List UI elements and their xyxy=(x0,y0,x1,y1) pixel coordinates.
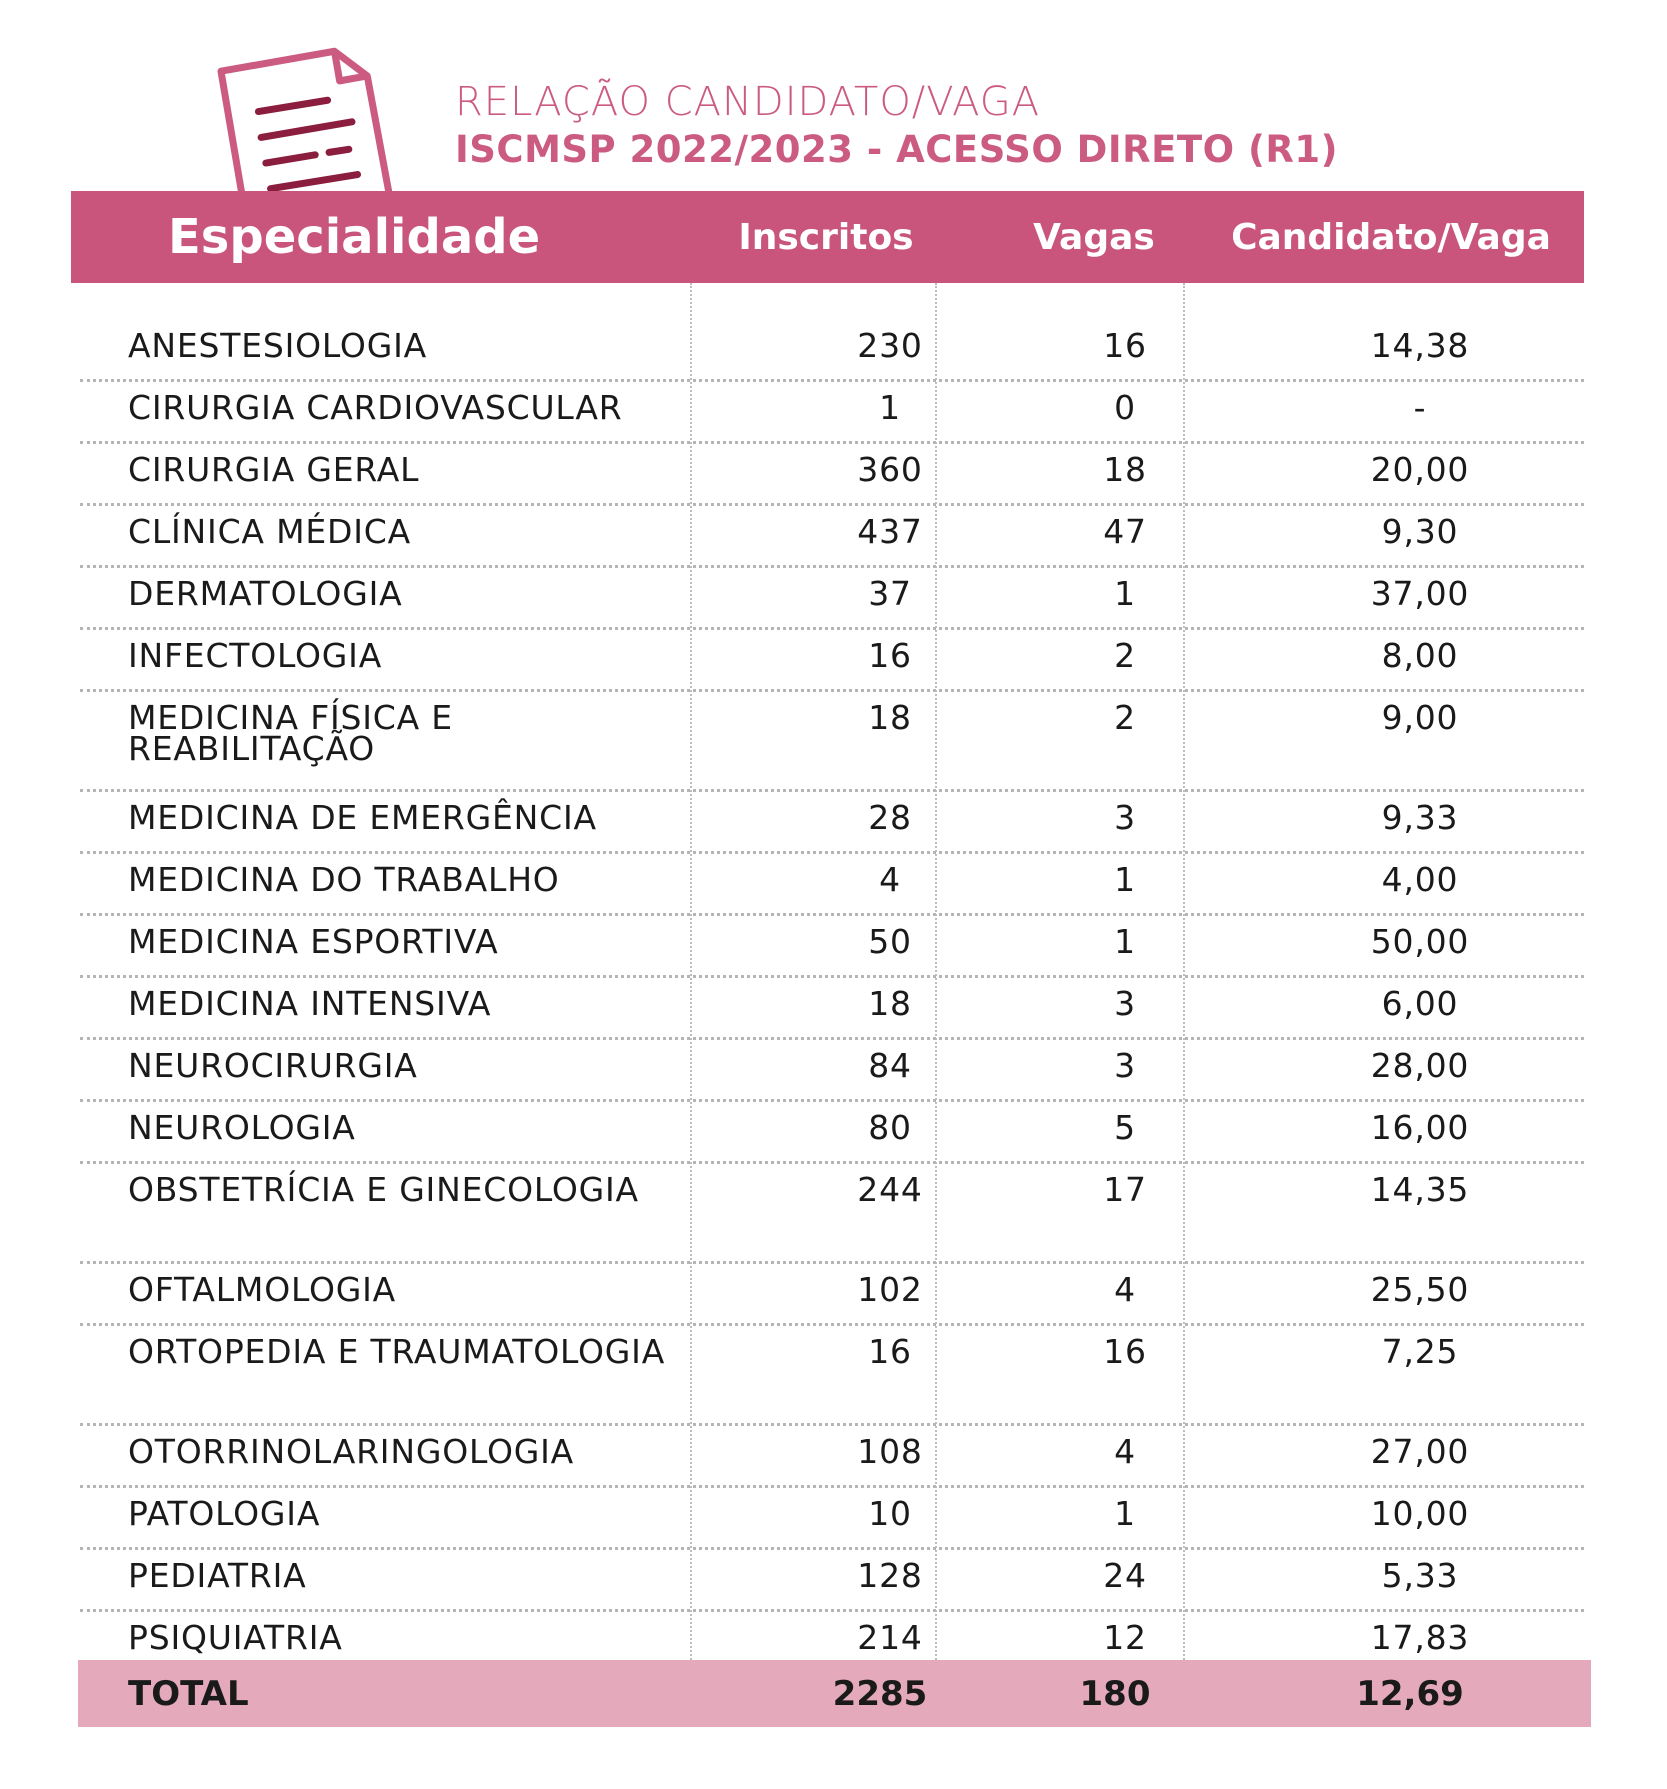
title-subtitle: RELAÇÃO CANDIDATO/VAGA xyxy=(455,79,1041,125)
cell-candidato-vaga: 7,25 xyxy=(1381,1332,1459,1371)
total-inscritos: 2285 xyxy=(832,1673,928,1714)
table-row xyxy=(80,854,1584,916)
cell-inscritos: 18 xyxy=(868,698,912,737)
table-row xyxy=(80,1326,1584,1426)
cell-vagas: 16 xyxy=(1103,326,1147,365)
cell-vagas: 1 xyxy=(1114,1494,1136,1533)
cell-inscritos: 1 xyxy=(879,388,901,427)
cell-candidato-vaga: 4,00 xyxy=(1381,860,1459,899)
cell-candidato-vaga: 14,35 xyxy=(1370,1170,1470,1209)
cell-vagas: 1 xyxy=(1114,574,1136,613)
cell-especialidade: CIRURGIA CARDIOVASCULAR xyxy=(128,388,623,427)
cell-candidato-vaga: 9,33 xyxy=(1381,798,1459,837)
cell-especialidade: NEUROLOGIA xyxy=(128,1108,356,1147)
cell-candidato-vaga: 16,00 xyxy=(1370,1108,1470,1147)
cell-inscritos: 4 xyxy=(879,860,901,899)
cell-especialidade: DERMATOLOGIA xyxy=(128,574,403,613)
total-candidato-vaga: 12,69 xyxy=(1356,1673,1464,1714)
cell-inscritos: 360 xyxy=(857,450,923,489)
cell-candidato-vaga: 27,00 xyxy=(1370,1432,1470,1471)
cell-especialidade: ANESTESIOLOGIA xyxy=(128,326,427,365)
cell-inscritos: 18 xyxy=(868,984,912,1023)
table-row xyxy=(80,978,1584,1040)
table-row xyxy=(80,1426,1584,1488)
cell-especialidade: PATOLOGIA xyxy=(128,1494,321,1533)
cell-especialidade: PSIQUIATRIA xyxy=(128,1618,343,1657)
cell-candidato-vaga: 50,00 xyxy=(1370,922,1470,961)
table-row xyxy=(80,1102,1584,1164)
cell-candidato-vaga: 20,00 xyxy=(1370,450,1470,489)
cell-vagas: 2 xyxy=(1114,698,1136,737)
table-row xyxy=(80,506,1584,568)
cell-inscritos: 437 xyxy=(857,512,923,551)
cell-vagas: 16 xyxy=(1103,1332,1147,1371)
total-vagas: 180 xyxy=(1079,1673,1151,1714)
table-row xyxy=(80,1488,1584,1550)
cell-especialidade: MEDICINA INTENSIVA xyxy=(128,984,492,1023)
cell-inscritos: 230 xyxy=(857,326,923,365)
cell-inscritos: 102 xyxy=(857,1270,923,1309)
table-row xyxy=(80,1164,1584,1264)
cell-vagas: 18 xyxy=(1103,450,1147,489)
table-row xyxy=(80,916,1584,978)
cell-especialidade: NEUROCIRURGIA xyxy=(128,1046,418,1085)
cell-especialidade: PEDIATRIA xyxy=(128,1556,307,1595)
cell-inscritos: 108 xyxy=(857,1432,923,1471)
cell-inscritos: 84 xyxy=(868,1046,912,1085)
cell-inscritos: 50 xyxy=(868,922,912,961)
cell-vagas: 1 xyxy=(1114,860,1136,899)
cell-especialidade: MEDICINA ESPORTIVA xyxy=(128,922,499,961)
cell-especialidade: CLÍNICA MÉDICA xyxy=(128,512,411,551)
table-row xyxy=(80,1264,1584,1326)
cell-vagas: 4 xyxy=(1114,1270,1136,1309)
table-row xyxy=(80,630,1584,692)
total-label: TOTAL xyxy=(128,1673,249,1714)
cell-inscritos: 80 xyxy=(868,1108,912,1147)
cell-candidato-vaga: 5,33 xyxy=(1381,1556,1459,1595)
cell-vagas: 2 xyxy=(1114,636,1136,675)
cell-vagas: 1 xyxy=(1114,922,1136,961)
page-title: ISCMSP 2022/2023 - ACESSO DIRETO (R1) xyxy=(455,128,1339,171)
cell-vagas: 0 xyxy=(1114,388,1136,427)
cell-vagas: 17 xyxy=(1103,1170,1147,1209)
cell-vagas: 12 xyxy=(1103,1618,1147,1657)
cell-especialidade: OBSTETRÍCIA E GINECOLOGIA xyxy=(128,1170,639,1209)
cell-candidato-vaga: 37,00 xyxy=(1370,574,1470,613)
document-icon xyxy=(212,34,412,196)
header-inscritos: Inscritos xyxy=(738,216,914,258)
cell-candidato-vaga: 10,00 xyxy=(1370,1494,1470,1533)
cell-inscritos: 128 xyxy=(857,1556,923,1595)
table-row xyxy=(80,1040,1584,1102)
cell-inscritos: 16 xyxy=(868,636,912,675)
cell-inscritos: 10 xyxy=(868,1494,912,1533)
table-row xyxy=(80,568,1584,630)
cell-especialidade: INFECTOLOGIA xyxy=(128,636,383,675)
table-row xyxy=(80,1550,1584,1612)
cell-candidato-vaga: 17,83 xyxy=(1370,1618,1470,1657)
cell-inscritos: 244 xyxy=(857,1170,923,1209)
cell-inscritos: 37 xyxy=(868,574,912,613)
cell-candidato-vaga: 25,50 xyxy=(1370,1270,1470,1309)
cell-especialidade: MEDICINA FÍSICA E REABILITAÇÃO xyxy=(128,698,453,768)
header-vagas: Vagas xyxy=(1033,216,1155,258)
table-body xyxy=(80,320,1584,1674)
cell-especialidade: ORTOPEDIA E TRAUMATOLOGIA xyxy=(128,1332,666,1371)
table-header xyxy=(71,191,1584,283)
cell-vagas: 24 xyxy=(1103,1556,1147,1595)
cell-candidato-vaga: 8,00 xyxy=(1381,636,1459,675)
cell-candidato-vaga: - xyxy=(1413,388,1427,427)
cell-especialidade: OTORRINOLARINGOLOGIA xyxy=(128,1432,575,1471)
cell-candidato-vaga: 6,00 xyxy=(1381,984,1459,1023)
cell-inscritos: 214 xyxy=(857,1618,923,1657)
header-candidato-vaga: Candidato/Vaga xyxy=(1231,216,1551,258)
cell-especialidade: OFTALMOLOGIA xyxy=(128,1270,397,1309)
total-row xyxy=(78,1660,1591,1727)
cell-vagas: 3 xyxy=(1114,798,1136,837)
cell-inscritos: 28 xyxy=(868,798,912,837)
table-row xyxy=(80,320,1584,382)
cell-especialidade: MEDICINA DO TRABALHO xyxy=(128,860,560,899)
cell-candidato-vaga: 28,00 xyxy=(1370,1046,1470,1085)
header-especialidade: Especialidade xyxy=(168,209,541,265)
cell-vagas: 47 xyxy=(1103,512,1147,551)
cell-inscritos: 16 xyxy=(868,1332,912,1371)
cell-candidato-vaga: 9,30 xyxy=(1381,512,1459,551)
cell-vagas: 4 xyxy=(1114,1432,1136,1471)
table-row xyxy=(80,792,1584,854)
cell-especialidade: MEDICINA DE EMERGÊNCIA xyxy=(128,798,597,837)
cell-candidato-vaga: 9,00 xyxy=(1381,698,1459,737)
table-row xyxy=(80,444,1584,506)
cell-especialidade: CIRURGIA GERAL xyxy=(128,450,420,489)
cell-vagas: 3 xyxy=(1114,1046,1136,1085)
table-row xyxy=(80,692,1584,792)
table-row xyxy=(80,382,1584,444)
cell-vagas: 5 xyxy=(1114,1108,1136,1147)
cell-vagas: 3 xyxy=(1114,984,1136,1023)
title-block xyxy=(455,78,1338,174)
cell-candidato-vaga: 14,38 xyxy=(1370,326,1470,365)
